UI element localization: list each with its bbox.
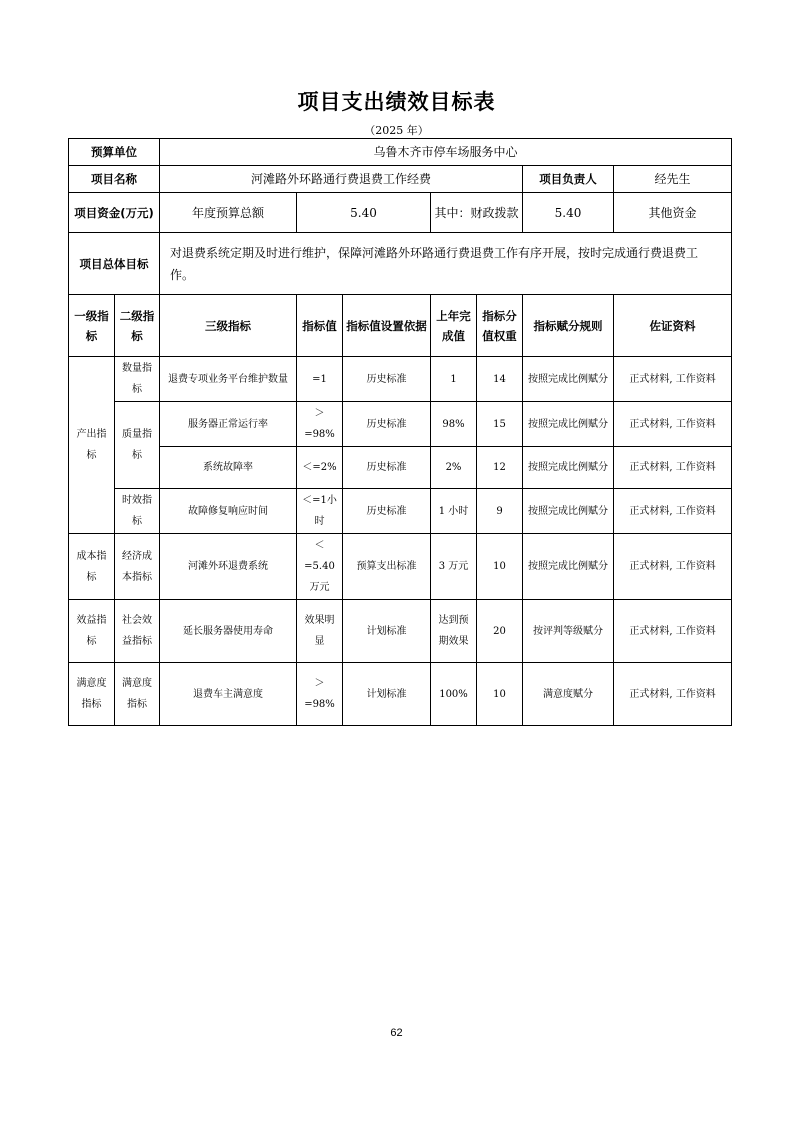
level1-output: 产出指标 bbox=[69, 357, 115, 534]
value-cell: =1 bbox=[297, 357, 343, 402]
table-row bbox=[69, 534, 732, 600]
level2-cell: 质量指标 bbox=[115, 402, 160, 489]
evidence-cell: 正式材料, 工作资料 bbox=[614, 489, 732, 534]
value-cell: 效果明显 bbox=[297, 600, 343, 663]
evidence-cell: 正式材料, 工作资料 bbox=[614, 447, 732, 489]
evidence-cell: 正式材料, 工作资料 bbox=[614, 534, 732, 600]
col-header-level1: 一级指标 bbox=[69, 295, 115, 357]
level3-cell: 服务器正常运行率 bbox=[160, 402, 297, 447]
col-header-prev: 上年完成值 bbox=[431, 295, 477, 357]
level3-cell: 故障修复响应时间 bbox=[160, 489, 297, 534]
weight-cell: 10 bbox=[477, 534, 523, 600]
level2-cell: 时效指标 bbox=[115, 489, 160, 534]
level3-cell: 退费车主满意度 bbox=[160, 663, 297, 726]
basis-cell: 历史标准 bbox=[343, 357, 431, 402]
project-owner-value: 经先生 bbox=[614, 166, 732, 193]
rule-cell: 按照完成比例赋分 bbox=[523, 489, 614, 534]
overall-goal-value: 对退费系统定期及时进行维护，保障河滩路外环路通行费退费工作有序开展，按时完成通行费退费工作。 bbox=[160, 233, 732, 295]
project-name-label: 项目名称 bbox=[69, 166, 160, 193]
col-header-level3: 三级指标 bbox=[160, 295, 297, 357]
col-header-evidence: 佐证资料 bbox=[614, 295, 732, 357]
evidence-cell: 正式材料, 工作资料 bbox=[614, 357, 732, 402]
weight-cell: 20 bbox=[477, 600, 523, 663]
performance-table bbox=[68, 138, 732, 726]
year-label: （2025 年） bbox=[364, 124, 429, 137]
level3-cell: 系统故障率 bbox=[160, 447, 297, 489]
col-header-basis: 指标值设置依据 bbox=[343, 295, 431, 357]
budget-unit-value: 乌鲁木齐市停车场服务中心 bbox=[160, 139, 732, 166]
col-header-weight: 指标分值权重 bbox=[477, 295, 523, 357]
evidence-cell: 正式材料, 工作资料 bbox=[614, 402, 732, 447]
prev-cell: 2% bbox=[431, 447, 477, 489]
prev-cell: 100% bbox=[431, 663, 477, 726]
level2-cell: 经济成本指标 bbox=[115, 534, 160, 600]
project-owner-label: 项目负责人 bbox=[523, 166, 614, 193]
level1-satisfaction: 满意度指标 bbox=[69, 663, 115, 726]
weight-cell: 9 bbox=[477, 489, 523, 534]
basis-cell: 计划标准 bbox=[343, 600, 431, 663]
budget-unit-label: 预算单位 bbox=[69, 139, 160, 166]
rule-cell: 按照完成比例赋分 bbox=[523, 447, 614, 489]
col-header-level2: 二级指标 bbox=[115, 295, 160, 357]
level3-cell: 延长服务器使用寿命 bbox=[160, 600, 297, 663]
col-header-rule: 指标赋分规则 bbox=[523, 295, 614, 357]
table-row bbox=[69, 600, 732, 663]
annual-budget-value: 5.40 bbox=[297, 193, 431, 233]
other-funds-label: 其他资金 bbox=[614, 193, 732, 233]
value-cell: ＜=5.40万元 bbox=[297, 534, 343, 600]
level1-cost: 成本指标 bbox=[69, 534, 115, 600]
basis-cell: 历史标准 bbox=[343, 447, 431, 489]
fiscal-allocation-value: 5.40 bbox=[523, 193, 614, 233]
table-row bbox=[69, 447, 732, 489]
rule-cell: 按照完成比例赋分 bbox=[523, 402, 614, 447]
rule-cell: 按评判等级赋分 bbox=[523, 600, 614, 663]
fiscal-allocation-label: 其中：财政拨款 bbox=[431, 193, 523, 233]
prev-cell: 1 bbox=[431, 357, 477, 402]
table-row bbox=[69, 402, 732, 447]
weight-cell: 15 bbox=[477, 402, 523, 447]
value-cell: ＜=2% bbox=[297, 447, 343, 489]
value-cell: ＞=98% bbox=[297, 663, 343, 726]
project-funds-label: 项目资金(万元) bbox=[69, 193, 160, 233]
overall-goal-label: 项目总体目标 bbox=[69, 233, 160, 295]
page-number: 62 bbox=[390, 1027, 403, 1039]
evidence-cell: 正式材料, 工作资料 bbox=[614, 663, 732, 726]
level2-cell: 社会效益指标 bbox=[115, 600, 160, 663]
annual-budget-label: 年度预算总额 bbox=[160, 193, 297, 233]
value-cell: ＞=98% bbox=[297, 402, 343, 447]
prev-cell: 达到预期效果 bbox=[431, 600, 477, 663]
basis-cell: 计划标准 bbox=[343, 663, 431, 726]
evidence-cell: 正式材料, 工作资料 bbox=[614, 600, 732, 663]
rule-cell: 按照完成比例赋分 bbox=[523, 357, 614, 402]
level2-cell: 满意度指标 bbox=[115, 663, 160, 726]
col-header-value: 指标值 bbox=[297, 295, 343, 357]
level3-cell: 河滩外环退费系统 bbox=[160, 534, 297, 600]
table-row bbox=[69, 489, 732, 534]
prev-cell: 98% bbox=[431, 402, 477, 447]
basis-cell: 预算支出标准 bbox=[343, 534, 431, 600]
value-cell: ＜=1小时 bbox=[297, 489, 343, 534]
prev-cell: 1 小时 bbox=[431, 489, 477, 534]
basis-cell: 历史标准 bbox=[343, 402, 431, 447]
prev-cell: 3 万元 bbox=[431, 534, 477, 600]
level3-cell: 退费专项业务平台维护数量 bbox=[160, 357, 297, 402]
rule-cell: 满意度赋分 bbox=[523, 663, 614, 726]
weight-cell: 12 bbox=[477, 447, 523, 489]
weight-cell: 10 bbox=[477, 663, 523, 726]
level1-benefit: 效益指标 bbox=[69, 600, 115, 663]
page-title: 项目支出绩效目标表 bbox=[297, 90, 496, 114]
table-row bbox=[69, 663, 732, 726]
table-row bbox=[69, 357, 732, 402]
rule-cell: 按照完成比例赋分 bbox=[523, 534, 614, 600]
basis-cell: 历史标准 bbox=[343, 489, 431, 534]
weight-cell: 14 bbox=[477, 357, 523, 402]
level2-cell: 数量指标 bbox=[115, 357, 160, 402]
project-name-value: 河滩路外环路通行费退费工作经费 bbox=[160, 166, 523, 193]
